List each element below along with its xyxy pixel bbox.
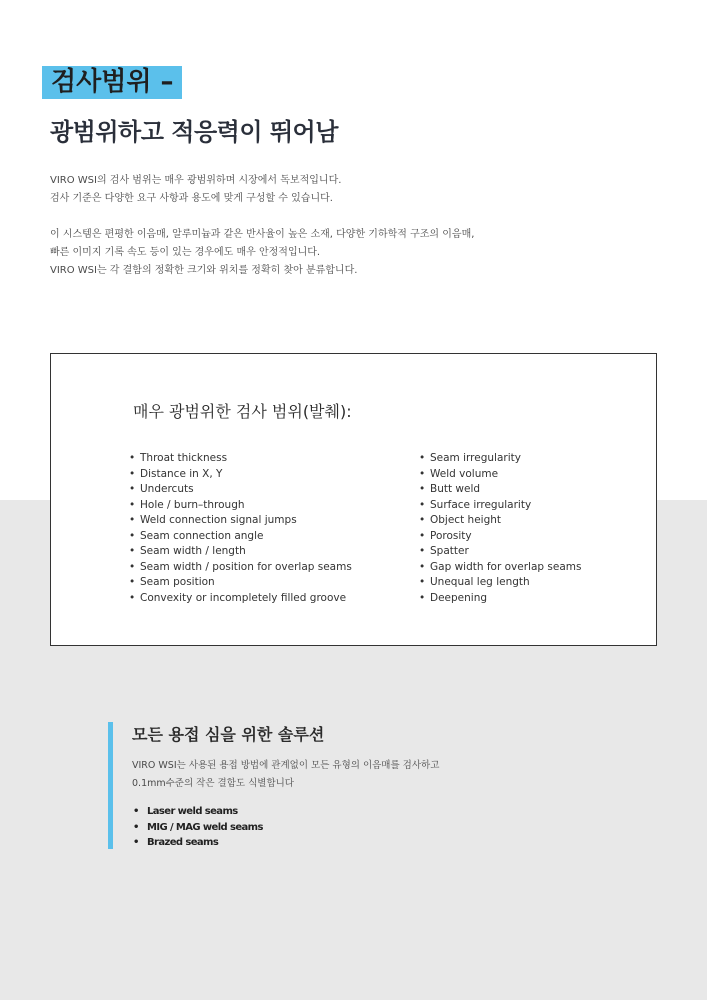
list-item bbox=[129, 467, 352, 483]
list-item-label: Object height bbox=[430, 514, 502, 526]
section-tag: 검사범위 – bbox=[42, 66, 182, 99]
list-item bbox=[419, 482, 581, 498]
list-item bbox=[419, 560, 581, 576]
bullet-icon: • bbox=[419, 545, 426, 557]
scope-list-left bbox=[129, 451, 352, 606]
bullet-icon: • bbox=[129, 452, 136, 464]
solution-list bbox=[133, 804, 263, 851]
bullet-icon: • bbox=[419, 483, 426, 495]
list-item bbox=[129, 482, 352, 498]
list-item bbox=[419, 467, 581, 483]
list-item-label: Laser weld seams bbox=[147, 806, 238, 817]
list-item bbox=[419, 544, 581, 560]
list-item-label: Distance in X, Y bbox=[140, 467, 223, 480]
list-item-label: Butt weld bbox=[430, 483, 481, 495]
list-item bbox=[129, 575, 352, 591]
bullet-icon: • bbox=[129, 514, 136, 526]
list-item bbox=[129, 451, 352, 467]
list-item bbox=[129, 544, 352, 560]
solution-section bbox=[108, 722, 633, 849]
list-item bbox=[129, 529, 352, 545]
scope-title: 매우 광범위한 검사 범위(발췌): bbox=[133, 402, 352, 421]
list-item-label: Convexity or incompletely filled groove bbox=[140, 591, 347, 604]
list-item bbox=[133, 804, 263, 820]
list-item bbox=[129, 591, 352, 607]
list-item bbox=[419, 498, 581, 514]
list-item-label: Weld volume bbox=[430, 467, 499, 480]
list-item-label: Seam irregularity bbox=[430, 452, 521, 464]
list-item bbox=[419, 591, 581, 607]
list-item-label: Throat thickness bbox=[140, 452, 228, 464]
bullet-icon: • bbox=[133, 837, 139, 848]
bullet-icon: • bbox=[419, 452, 426, 464]
bullet-icon: • bbox=[129, 467, 136, 480]
solution-title: 모든 용접 심을 위한 솔루션 bbox=[132, 725, 325, 744]
list-item-label: Gap width for overlap seams bbox=[430, 560, 582, 573]
list-item bbox=[129, 560, 352, 576]
bullet-icon: • bbox=[133, 806, 139, 817]
solution-desc-line: VIRO WSI는 사용된 용접 방법에 관계없이 모든 유형의 이음매를 검사하고 bbox=[132, 760, 440, 771]
bullet-icon: • bbox=[419, 498, 426, 511]
list-item-label: MIG / MAG weld seams bbox=[147, 821, 263, 833]
bullet-icon: • bbox=[129, 498, 136, 511]
list-item bbox=[419, 529, 581, 545]
list-item bbox=[129, 498, 352, 514]
intro-line: VIRO WSI의 검사 범위는 매우 광범위하며 시장에서 독보적입니다. bbox=[50, 175, 342, 186]
list-item-label: Brazed seams bbox=[147, 837, 219, 848]
list-item-label: Unequal leg length bbox=[430, 576, 530, 588]
solution-desc-line: 0.1mm수준의 작은 결함도 식별합니다 bbox=[132, 778, 294, 789]
intro-line: 이 시스템은 편평한 이음매, 알루미늄과 같은 반사율이 높은 소재, 다양한 기하학적 구조의 이음매, bbox=[50, 229, 475, 240]
list-item bbox=[419, 451, 581, 467]
inspection-scope-box bbox=[50, 353, 657, 646]
bullet-icon: • bbox=[129, 576, 136, 588]
bullet-icon: • bbox=[133, 821, 139, 833]
bullet-icon: • bbox=[419, 560, 426, 573]
list-item-label: Deepening bbox=[430, 591, 488, 604]
bullet-icon: • bbox=[129, 483, 136, 495]
bullet-icon: • bbox=[129, 529, 136, 542]
scope-list-right bbox=[419, 451, 581, 606]
intro-line: 빠른 이미지 기록 속도 등이 있는 경우에도 매우 안정적입니다. bbox=[50, 247, 321, 258]
page-subtitle: 광범위하고 적응력이 뛰어남 bbox=[50, 118, 338, 146]
list-item-label: Hole / burn–through bbox=[140, 498, 245, 511]
list-item bbox=[133, 820, 263, 836]
list-item-label: Seam width / length bbox=[140, 545, 246, 557]
bullet-icon: • bbox=[419, 591, 426, 604]
bullet-icon: • bbox=[129, 560, 136, 573]
bullet-icon: • bbox=[419, 576, 426, 588]
list-item-label: Seam position bbox=[140, 576, 215, 588]
list-item-label: Spatter bbox=[430, 545, 469, 557]
list-item-label: Seam connection angle bbox=[140, 529, 264, 542]
list-item bbox=[419, 513, 581, 529]
list-item-label: Porosity bbox=[430, 529, 472, 542]
intro-line: 검사 기준은 다양한 요구 사항과 용도에 맞게 구성할 수 있습니다. bbox=[50, 193, 333, 204]
bullet-icon: • bbox=[129, 591, 136, 604]
solution-description bbox=[132, 757, 612, 793]
list-item bbox=[129, 513, 352, 529]
bullet-icon: • bbox=[419, 529, 426, 542]
list-item bbox=[419, 575, 581, 591]
list-item-label: Seam width / position for overlap seams bbox=[140, 560, 352, 573]
intro-line: VIRO WSI는 각 결함의 정확한 크기와 위치를 정확히 찾아 분류합니다. bbox=[50, 265, 358, 276]
list-item-label: Undercuts bbox=[140, 483, 194, 495]
bullet-icon: • bbox=[419, 514, 426, 526]
list-item-label: Weld connection signal jumps bbox=[140, 514, 297, 526]
bullet-icon: • bbox=[129, 545, 136, 557]
bullet-icon: • bbox=[419, 467, 426, 480]
intro-text bbox=[50, 172, 650, 280]
list-item bbox=[133, 835, 263, 851]
list-item-label: Surface irregularity bbox=[430, 498, 532, 511]
